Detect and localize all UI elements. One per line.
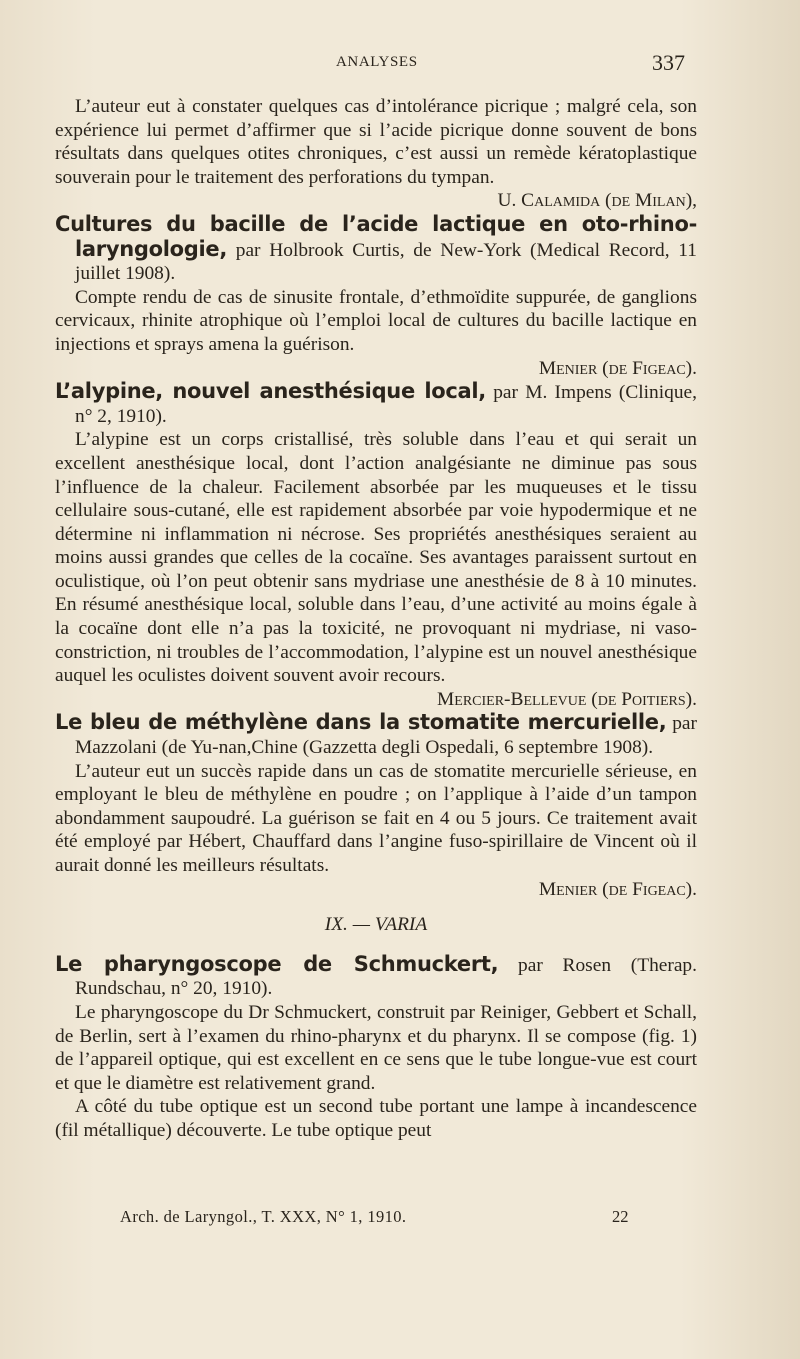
abstract-title: Le bleu de méthylène dans la stomatite mercurielle, — [55, 710, 667, 735]
running-head-title: ANALYSES — [336, 54, 418, 70]
abstract-entry-header — [55, 380, 697, 428]
section-heading: IX. — VARIA — [324, 914, 428, 936]
abstract-title: Cultures du bacille de l’acide lactique en oto-rhino-laryngologie, — [55, 211, 697, 261]
abstract-entry-header — [55, 711, 697, 759]
abstract-byline: par M. Impens (Clinique, n° 2, 1910). — [75, 382, 697, 427]
abstract-title: Le pharyngoscope de Schmuckert, — [55, 951, 499, 976]
page-body — [55, 95, 697, 1143]
abstract-paragraph: A côté du tube optique est un second tube portant une lampe à incandescence (fil métallique) découverte. Le tube optique peut — [55, 1096, 697, 1141]
abstract-paragraph: L’auteur eut à constater quelques cas d’intolérance picrique ; malgré cela, son expérience lui permet d’affirmer que si l’acide picrique donne souvent de bons résultats dans quelques otites chroniques, c’est aussi un remède kératoplastique souverain pour le traitement des perforations du tympan. — [55, 96, 697, 188]
abstract-paragraph: Compte rendu de cas de sinusite frontale, d’ethmoïdite suppurée, de ganglions cervicaux, rhinite atrophique où l’emploi local de cultures du bacille lactique en injections et sprays amena la guérison. — [55, 286, 697, 355]
signature-mark: 22 — [612, 1207, 629, 1226]
page-footer — [0, 1200, 800, 1226]
abstract-byline: par Holbrook Curtis, de New-York (Medical Record, 11 juillet 1908). — [75, 239, 697, 285]
abstract-paragraph: L’alypine est un corps cristallisé, très soluble dans l’eau et qui serait un excellent anesthésique local, dont l’action analgésiante ne diminue pas sous l’influence de la chaleur. Facilement absorbée par les muqueuses et le tissu cellulaire sous-cutané, elle est rapidement absorbée par voie hypodermique et ne détermine ni inflammation ni nécrose. Ses propriétés anesthésiques seraient au moins aussi grandes que celles de la cocaïne. Ses avantages paraissent surtout en oculistique, où l’on peut obtenir sans mydriase une anesthésie de 8 à 10 minutes. En résumé anesthésique local, soluble dans l’eau, d’une activité au moins égale à la cocaïne dont elle n’a pas la toxicité, ne provoquant ni mydriase, ni vaso-constriction, ni troubles de l’accommodation, l’alypine est un nouvel anesthésique auquel les oculistes doivent souvent avoir recours. — [55, 429, 697, 687]
abstract-paragraph: L’auteur eut un succès rapide dans un cas de stomatite mercurielle sérieuse, en employant le bleu de méthylène en poudre ; on l’applique à l’aide d’un tampon abondamment saupoudré. La guérison se fait en 4 ou 5 jours. Ce traitement avait été employé par Hébert, Chauffard dans l’angine fuso-spirillaire de Vincent où il aurait donné les meilleurs résultats. — [55, 760, 697, 876]
abstract-paragraph: Le pharyngoscope du Dr Schmuckert, construit par Reiniger, Gebbert et Schall, de Berlin, sert à l’examen du rhino-pharynx et du pharynx. Il se compose (fig. 1) de l’appareil optique, qui est excellent en ce sens que le tube longue-vue est court et que le diamètre est relativement grand. — [55, 1001, 697, 1094]
abstract-signature: Mercier-Bellevue (de Poitiers). — [437, 688, 697, 710]
page-number: 337 — [652, 50, 685, 75]
abstract-title: L’alypine, nouvel anesthésique local, — [55, 379, 486, 404]
footer-citation: Arch. de Laryngol., T. XXX, N° 1, 1910. — [120, 1207, 407, 1226]
abstract-entry-header — [55, 213, 697, 286]
abstract-signature: Menier (de Figeac). — [538, 357, 697, 379]
abstract-byline: par Mazzolani (de Yu-nan,Chine (Gazzetta degli Ospedali, 6 septembre 1908). — [75, 713, 697, 759]
abstract-byline: par Rosen (Therap. Rundschau, n° 20, 1910). — [75, 954, 697, 1000]
abstract-entry-header — [55, 953, 697, 1001]
abstract-signature: U. Calamida (de Milan), — [497, 190, 697, 212]
abstract-signature: Menier (de Figeac). — [538, 878, 697, 900]
running-head — [0, 50, 800, 78]
